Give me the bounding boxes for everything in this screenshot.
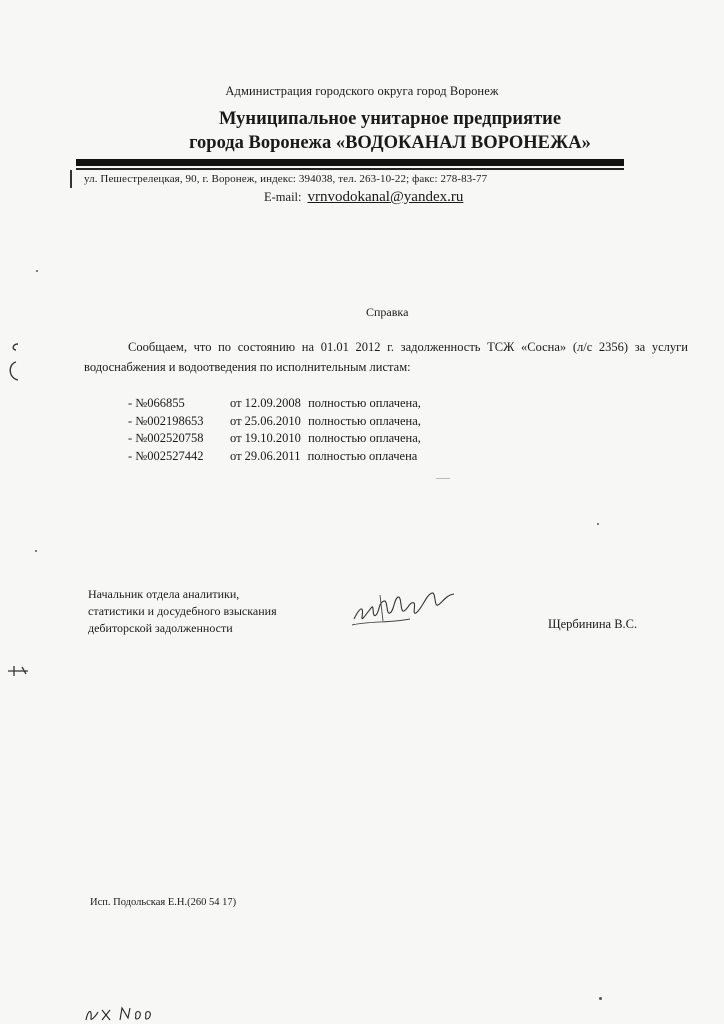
administration-heading: Администрация городского округа город Воронеж (225, 84, 499, 98)
signatory-position (88, 586, 277, 637)
writ-status: полностью оплачена (307, 448, 418, 463)
list-item (128, 413, 421, 431)
letterhead-divider-thin (76, 168, 624, 170)
handwritten-signature (350, 585, 460, 630)
list-item (128, 430, 421, 448)
list-item (128, 395, 421, 413)
writ-date: от 12.09.2008 (230, 396, 301, 410)
executor-note: Исп. Подольская Е.Н.(260 54 17) (90, 897, 237, 908)
email-value: vrnvodokanal@yandex.ru (307, 189, 464, 205)
scan-speck (597, 523, 599, 525)
writ-date: от 29.06.2011 (230, 448, 301, 463)
document-title: Справка (366, 305, 409, 319)
organization-address: ул. Пешестрелецкая, 90, г. Воронеж, индекс: 394038, тел. 263-10-22; факс: 278-83-77 (84, 173, 488, 185)
handwritten-incoming-note (82, 1000, 172, 1024)
margin-scan-mark (6, 662, 32, 680)
email-label: E-mail: (264, 190, 302, 204)
writ-status: полностью оплачена, (308, 396, 421, 410)
writ-list (128, 395, 421, 465)
writ-number: - №066855 (128, 396, 185, 410)
organization-name-line2: города Воронежа «ВОДОКАНАЛ ВОРОНЕЖА» (189, 133, 591, 153)
writ-status: полностью оплачена, (308, 431, 421, 445)
margin-bracket-mark (6, 340, 36, 388)
signatory-position-line: дебиторской задолженности (88, 621, 233, 635)
list-item (128, 448, 421, 466)
document-body-paragraph: Сообщаем, что по состоянию на 01.01 2012 г. задолженность ТСЖ «Сосна» (л/с 2356) за услуги водоснабжения и водоотведения по исполнительным листам: (84, 340, 688, 374)
signatory-position-line: статистики и досудебного взыскания (88, 604, 277, 618)
writ-status: полностью оплачена, (308, 413, 421, 428)
scan-speck (599, 997, 602, 1000)
email-row (264, 189, 463, 206)
writ-date: от 25.06.2010 (230, 413, 301, 428)
scan-speck (436, 478, 450, 479)
scan-speck (36, 270, 38, 272)
writ-number: - №002520758 (128, 431, 204, 445)
signatory-position-line: Начальник отдела аналитики, (88, 587, 240, 601)
letterhead-divider-thick (76, 159, 624, 166)
scan-speck (35, 550, 37, 552)
letterhead-divider-tick (70, 170, 72, 188)
signer-name: Щербинина В.С. (548, 617, 638, 631)
organization-name-line1: Муниципальное унитарное предприятие (218, 109, 562, 129)
writ-date: от 19.10.2010 (230, 431, 301, 445)
writ-number: - №002198653 (128, 413, 204, 428)
writ-number: - №002527442 (128, 448, 204, 463)
